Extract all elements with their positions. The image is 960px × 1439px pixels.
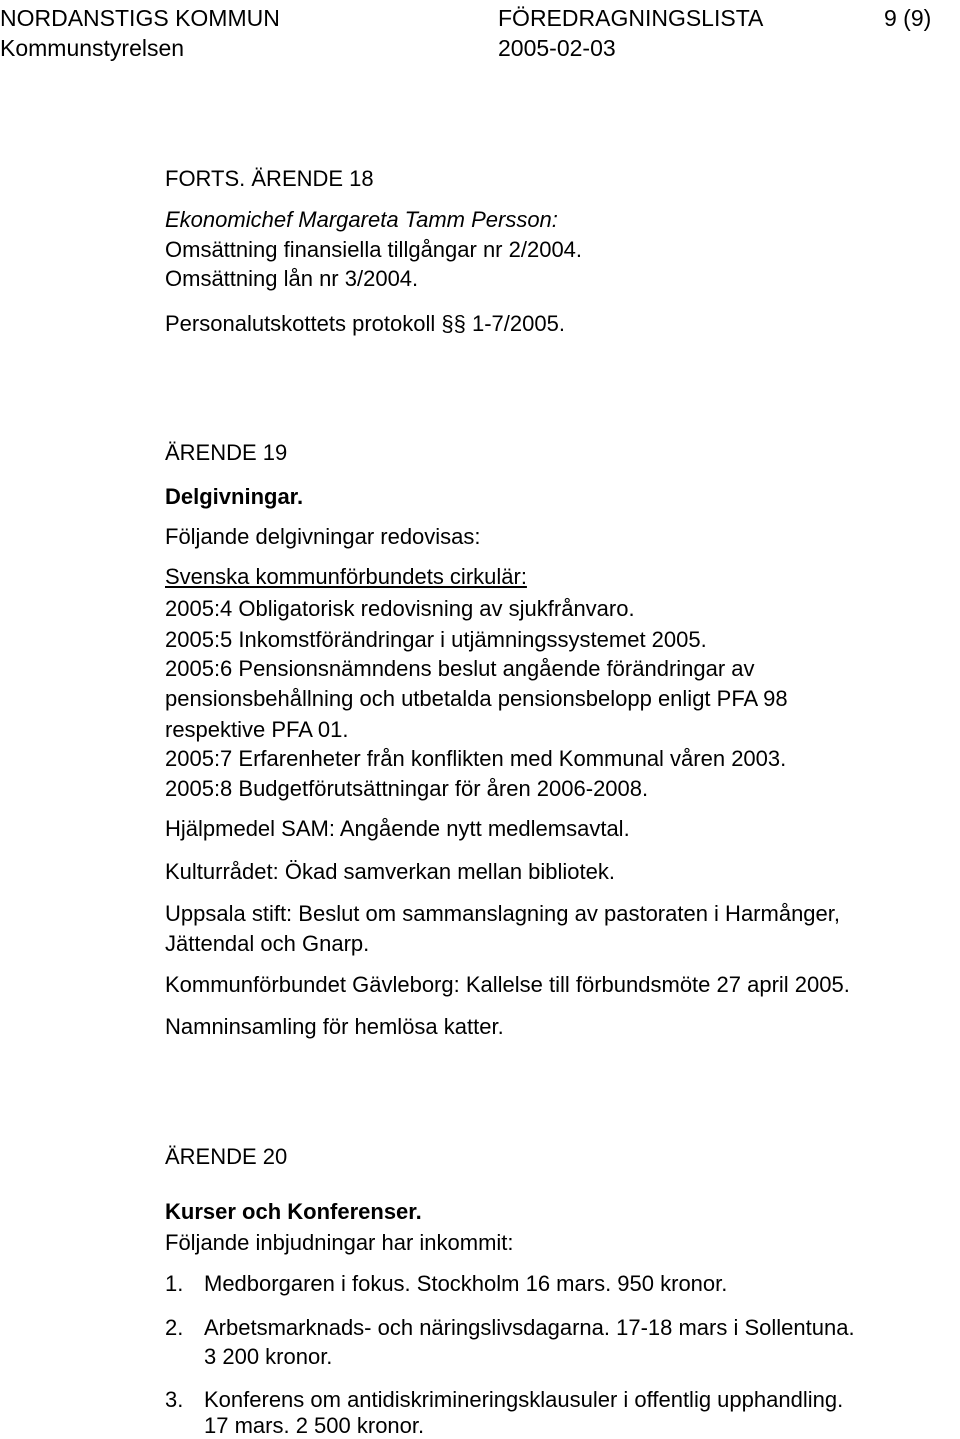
list-item: Konferens om antidiskrimineringsklausuler i offentlig upphandling.: [204, 1387, 844, 1412]
meeting-date: 2005-02-03: [498, 35, 616, 61]
arende-18-heading: FORTS. ÄRENDE 18: [165, 166, 374, 191]
list-item-number: 1.: [165, 1271, 184, 1296]
personalutskott-prefix: Personalutskottets protokoll: [165, 311, 442, 336]
list-item-continuation: 17 mars. 2 500 kronor.: [204, 1413, 425, 1438]
page-number: 9 (9): [884, 5, 932, 31]
personalutskott-suffix: 1-7/2005.: [465, 311, 565, 336]
arende-20-intro: Följande inbjudningar har inkommit:: [165, 1230, 514, 1255]
arende-20-title: Kurser och Konferenser.: [165, 1199, 422, 1224]
list-item: Medborgaren i fokus. Stockholm 16 mars. 950 kronor.: [204, 1271, 728, 1296]
arende-18-line-1: Omsättning finansiella tillgångar nr 2/2004.: [165, 237, 583, 262]
committee-name: Kommunstyrelsen: [0, 35, 185, 61]
list-item-continuation: 3 200 kronor.: [204, 1344, 333, 1369]
personalutskott-line: [165, 311, 565, 337]
cirkular-line: 2005:7 Erfarenheter från konflikten med Kommunal våren 2003.: [165, 746, 787, 771]
arende-20-heading: ÄRENDE 20: [165, 1144, 288, 1169]
list-item: Arbetsmarknads- och näringslivsdagarna. 17-18 mars i Sollentuna.: [204, 1315, 855, 1340]
delgivning-line: Uppsala stift: Beslut om sammanslagning av pastoraten i Harmånger,: [165, 901, 840, 926]
delgivning-line: Jättendal och Gnarp.: [165, 931, 370, 956]
delgivning-line: Kulturrådet: Ökad samverkan mellan bibliotek.: [165, 859, 615, 884]
cirkular-line: 2005:5 Inkomstförändringar i utjämningssystemet 2005.: [165, 627, 707, 652]
arende-19-heading: ÄRENDE 19: [165, 440, 288, 465]
arende-19-intro: Följande delgivningar redovisas:: [165, 524, 481, 549]
cirkular-line: 2005:8 Budgetförutsättningar för åren 2006-2008.: [165, 776, 649, 801]
delgivning-line: Namninsamling för hemlösa katter.: [165, 1014, 504, 1039]
cirkular-subheading: Svenska kommunförbundets cirkulär:: [165, 564, 527, 589]
arende-18-author: Ekonomichef Margareta Tamm Persson:: [165, 207, 558, 232]
cirkular-line: pensionsbehållning och utbetalda pensionsbelopp enligt PFA 98: [165, 686, 788, 711]
org-name: NORDANSTIGS KOMMUN: [0, 5, 280, 31]
arende-19-title: Delgivningar.: [165, 484, 304, 509]
arende-18-line-2: Omsättning lån nr 3/2004.: [165, 266, 419, 291]
cirkular-line: respektive PFA 01.: [165, 717, 349, 742]
delgivning-line: Kommunförbundet Gävleborg: Kallelse till förbundsmöte 27 april 2005.: [165, 972, 850, 997]
cirkular-line: 2005:6 Pensionsnämndens beslut angående förändringar av: [165, 656, 755, 681]
document-type: FÖREDRAGNINGSLISTA: [498, 5, 764, 31]
list-item-number: 2.: [165, 1315, 184, 1340]
cirkular-line: 2005:4 Obligatorisk redovisning av sjukfrånvaro.: [165, 596, 635, 621]
list-item-number: 3.: [165, 1387, 184, 1412]
delgivning-line: Hjälpmedel SAM: Angående nytt medlemsavtal.: [165, 816, 630, 841]
section-symbol: §§: [441, 311, 466, 336]
